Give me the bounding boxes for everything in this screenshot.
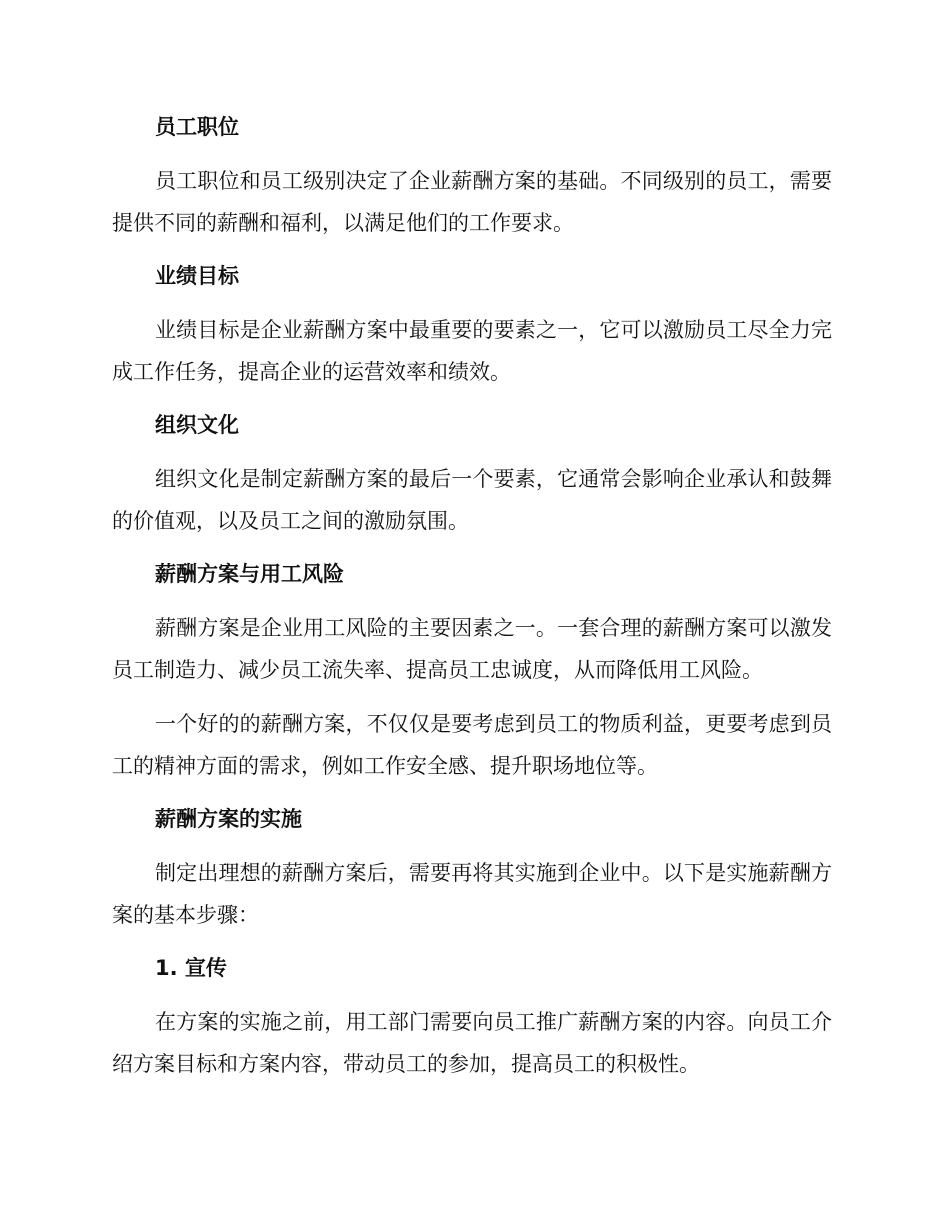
section-heading-implementation: 薪酬方案的实施 bbox=[155, 807, 302, 831]
paragraph-performance: 业绩目标是企业薪酬方案中最重要的要素之一，它可以激励员工尽全力完成工作任务，提高企业的运营效率和绩效。 bbox=[112, 318, 832, 384]
section-heading-position: 员工职位 bbox=[155, 115, 239, 139]
paragraph-implementation: 制定出理想的薪酬方案后，需要再将其实施到企业中。以下是实施薪酬方案的基本步骤： bbox=[112, 861, 832, 927]
paragraph-risk-1: 薪酬方案是企业用工风险的主要因素之一。一套合理的薪酬方案可以激发员工制造力、减少员工流失率、提高员工忠诚度，从而降低用工风险。 bbox=[112, 616, 832, 682]
section-heading-performance: 业绩目标 bbox=[155, 264, 239, 288]
section-heading-risk: 薪酬方案与用工风险 bbox=[155, 562, 344, 586]
section-heading-culture: 组织文化 bbox=[155, 413, 239, 437]
paragraph-position: 员工职位和员工级别决定了企业薪酬方案的基础。不同级别的员工，需要提供不同的薪酬和福利，以满足他们的工作要求。 bbox=[112, 169, 832, 235]
paragraph-risk-2: 一个好的的薪酬方案，不仅仅是要考虑到员工的物质利益，更要考虑到员工的精神方面的需求，例如工作安全感、提升职场地位等。 bbox=[112, 712, 832, 778]
paragraph-promotion: 在方案的实施之前，用工部门需要向员工推广薪酬方案的内容。向员工介绍方案目标和方案内容，带动员工的参加，提高员工的积极性。 bbox=[112, 1010, 832, 1076]
paragraph-culture: 组织文化是制定薪酬方案的最后一个要素，它通常会影响企业承认和鼓舞的价值观，以及员工之间的激励氛围。 bbox=[112, 467, 832, 533]
document-page bbox=[112, 107, 832, 1097]
section-heading-promotion: 1. 宣传 bbox=[155, 956, 227, 980]
